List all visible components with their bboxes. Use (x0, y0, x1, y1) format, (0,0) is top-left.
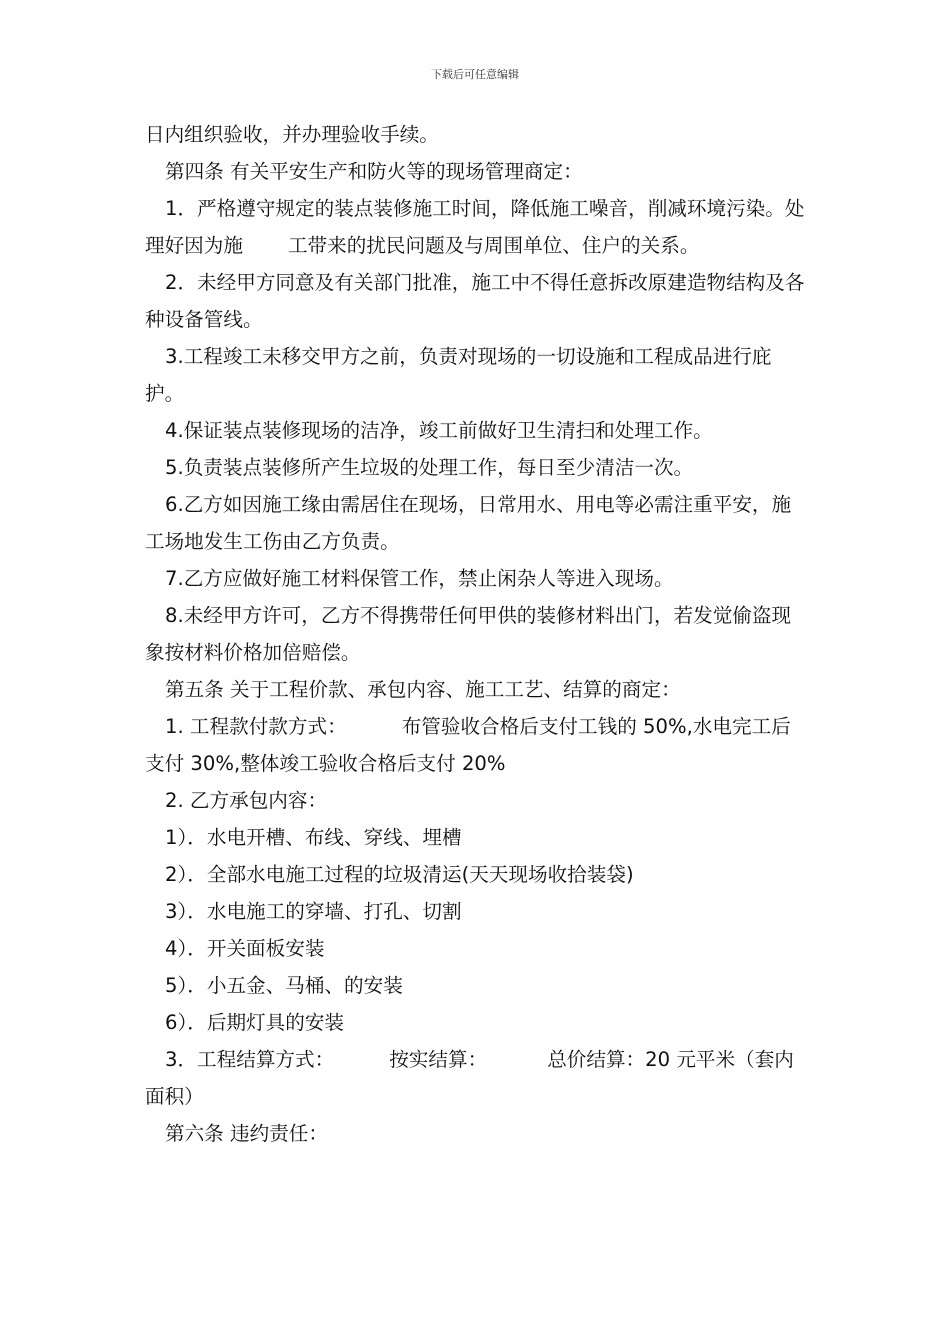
text-run: 工带来的扰民问题及与周围单位、住户的关系。 (287, 234, 700, 257)
paragraph (145, 708, 810, 782)
paragraph: 8.未经甲方许可，乙方不得携带任何甲供的装修材料出门，若发觉偷盗现象按材料价格加倍赔偿。 (145, 604, 792, 664)
paragraph: 4.保证装点装修现场的洁净，竣工前做好卫生清扫和处理工作。 (165, 419, 713, 442)
list-item: 5）．小五金、马桶、的安装 (165, 974, 403, 997)
list-item: 4）．开关面板安装 (165, 937, 325, 960)
paragraph: 2. 乙方承包内容： (165, 789, 328, 812)
paragraph: 3.工程竣工未移交甲方之前，负责对现场的一切设施和工程成品进行庇护。 (145, 345, 772, 405)
page-header: 下载后可任意编辑 (431, 68, 519, 81)
text-run: 1．严格遵守规定的装点装修施工时间，降低施工噪音，削减环境污染。处理好因为施 (145, 197, 805, 257)
article-heading: 第五条 关于工程价款、承包内容、施工工艺、结算的商定： (165, 678, 681, 701)
list-item: 2）．全部水电施工过程的垃圾清运(天天现场收拾装袋) (165, 863, 634, 886)
paragraph: 6.乙方如因施工缘由需居住在现场，日常用水、用电等必需注重平安，施工场地发生工伤由乙方负责。 (145, 493, 792, 553)
paragraph: 5.负责装点装修所产生垃圾的处理工作，每日至少清洁一次。 (165, 456, 694, 479)
list-item: 1）．水电开槽、布线、穿线、埋槽 (165, 826, 462, 849)
list-item: 6）．后期灯具的安装 (165, 1011, 345, 1034)
paragraph (145, 1041, 810, 1115)
paragraph (145, 190, 810, 264)
article-heading: 第四条 有关平安生产和防火等的现场管理商定： (165, 160, 583, 183)
text-run: 布管验收合格后支付工钱的 50%,水电完工后支付 30%,整体竣工验收合格后支付 20% (145, 715, 791, 775)
text-run: 按实结算： (389, 1048, 488, 1071)
paragraph: 7.乙方应做好施工材料保管工作，禁止闲杂人等进入现场。 (165, 567, 674, 590)
paragraph: 2．未经甲方同意及有关部门批准，施工中不得任意拆改原建造物结构及各种设备管线。 (145, 271, 805, 331)
text-run: 3．工程结算方式： (165, 1048, 335, 1071)
text-run: 总价结算：20 元平米（套内面积） (145, 1048, 794, 1108)
paragraph: 日内组织验收，并办理验收手续。 (145, 123, 439, 146)
text-run: 1. 工程款付款方式： (165, 715, 347, 738)
document-body (145, 116, 810, 1152)
article-heading: 第六条 违约责任： (165, 1122, 328, 1145)
list-item: 3）．水电施工的穿墙、打孔、切割 (165, 900, 462, 923)
